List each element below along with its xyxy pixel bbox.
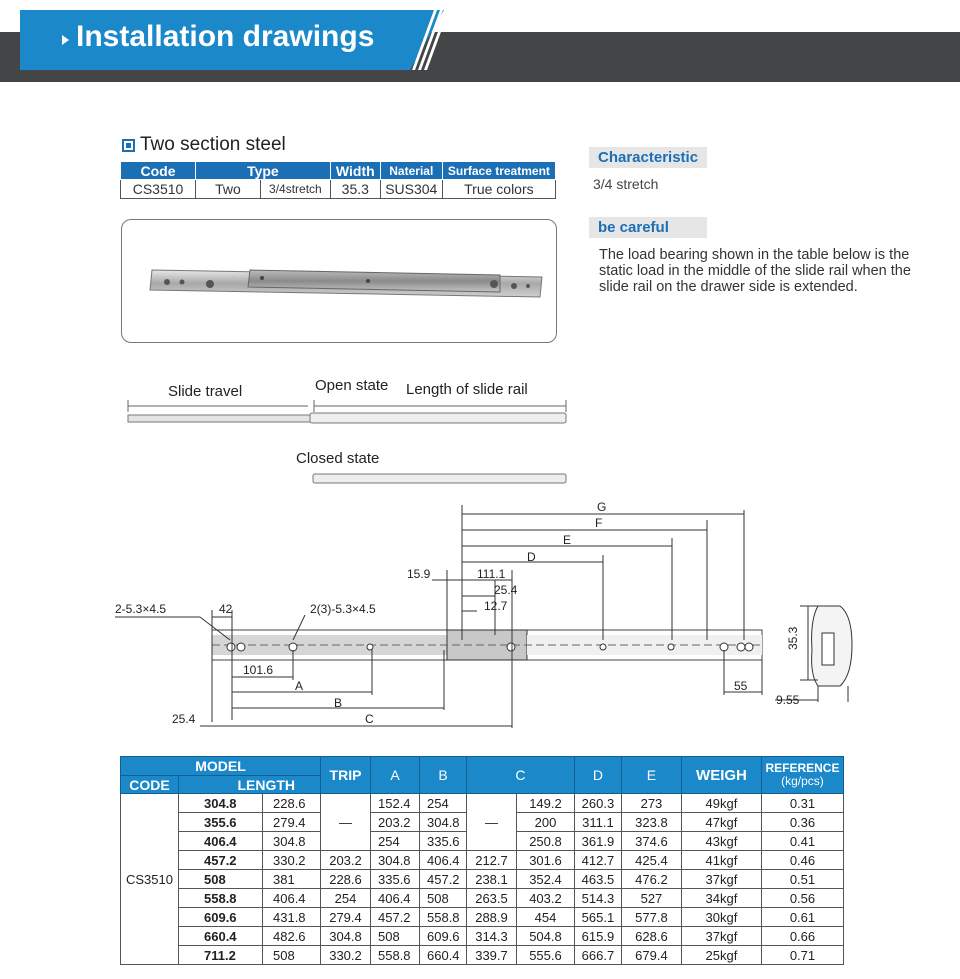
weight-cell: 41kgf: [681, 851, 761, 870]
b-cell: 457.2: [420, 870, 467, 889]
weight-cell: 49kgf: [681, 794, 761, 813]
table-row: [121, 870, 844, 889]
c-cell: 238.1: [467, 870, 517, 889]
trip-cell: 254: [321, 889, 371, 908]
e-cell: 273: [621, 794, 681, 813]
table-row: [121, 908, 844, 927]
spec-cell: True colors: [442, 180, 555, 199]
spec-row: [121, 180, 556, 199]
code-cell: CS3510: [121, 794, 179, 965]
length2-cell: 508: [263, 946, 321, 965]
length2-cell: 304.8: [263, 832, 321, 851]
dim-label: 2(3)-5.3×4.5: [310, 602, 376, 616]
a-cell: 203.2: [371, 813, 420, 832]
length-cell: 609.6: [179, 908, 263, 927]
dim-label: 111.1: [477, 567, 506, 581]
length-cell: 508: [179, 870, 263, 889]
models-table: [120, 756, 844, 965]
e-cell: 425.4: [621, 851, 681, 870]
trip-dash-cell: —: [321, 794, 371, 851]
length2-cell: 279.4: [263, 813, 321, 832]
b-cell: 254: [420, 794, 467, 813]
stripes-decoration: [400, 10, 460, 70]
dim-label: 25.4: [494, 583, 518, 597]
e-cell: 527: [621, 889, 681, 908]
dim-label: 9.55: [776, 693, 800, 707]
slide-rail-image: [122, 220, 558, 344]
code-header: CODE: [121, 776, 179, 794]
dim-label: 25.4: [172, 712, 196, 726]
a-cell: 457.2: [371, 908, 420, 927]
page-title: Installation drawings: [76, 20, 375, 53]
reference-label: REFERENCE: [765, 761, 840, 775]
c-header: C: [467, 757, 575, 794]
spec-header-row: [121, 162, 556, 180]
d-cell: 565.1: [574, 908, 621, 927]
c2-cell: 250.8: [517, 832, 575, 851]
trip-cell: 228.6: [321, 870, 371, 889]
e-cell: 323.8: [621, 813, 681, 832]
spec-header: Type: [196, 162, 331, 180]
length-cell: 660.4: [179, 927, 263, 946]
length-header: LENGTH: [179, 776, 321, 794]
spec-cell: 3/4stretch: [261, 180, 331, 199]
section-title: Two section steel: [140, 134, 286, 155]
trip-header: TRIP: [321, 757, 371, 794]
trip-cell: 304.8: [321, 927, 371, 946]
dim-label: 101.6: [243, 663, 274, 677]
e-cell: 679.4: [621, 946, 681, 965]
b-cell: 508: [420, 889, 467, 908]
spec-header: Code: [121, 162, 196, 180]
trip-cell: 203.2: [321, 851, 371, 870]
reference-cell: 0.41: [761, 832, 843, 851]
reference-unit: (kg/pcs): [781, 774, 824, 788]
characteristic-heading: Characteristic: [589, 147, 707, 168]
c2-cell: 555.6: [517, 946, 575, 965]
d-cell: 463.5: [574, 870, 621, 889]
reference-cell: 0.71: [761, 946, 843, 965]
closed-state-label: Closed state: [296, 450, 380, 467]
b-cell: 335.6: [420, 832, 467, 851]
weight-cell: 37kgf: [681, 870, 761, 889]
spec-cell: Two: [196, 180, 261, 199]
c2-cell: 403.2: [517, 889, 575, 908]
c2-cell: 301.6: [517, 851, 575, 870]
product-photo-frame: [121, 219, 557, 343]
dim-label: 12.7: [484, 599, 508, 613]
c2-cell: 504.8: [517, 927, 575, 946]
c2-cell: 454: [517, 908, 575, 927]
weight-cell: 47kgf: [681, 813, 761, 832]
length2-cell: 228.6: [263, 794, 321, 813]
reference-cell: 0.51: [761, 870, 843, 889]
a-cell: 254: [371, 832, 420, 851]
c2-cell: 352.4: [517, 870, 575, 889]
c-cell: 288.9: [467, 908, 517, 927]
rail-length-label: Length of slide rail: [406, 381, 528, 398]
a-header: A: [371, 757, 420, 794]
spec-cell: 35.3: [330, 180, 380, 199]
c-cell: 263.5: [467, 889, 517, 908]
spec-header: Naterial: [380, 162, 442, 180]
trip-cell: 330.2: [321, 946, 371, 965]
weight-cell: 37kgf: [681, 927, 761, 946]
length-cell: 304.8: [179, 794, 263, 813]
reference-cell: 0.56: [761, 889, 843, 908]
d-cell: 666.7: [574, 946, 621, 965]
weight-header: WEIGH: [681, 757, 761, 794]
c-cell: 212.7: [467, 851, 517, 870]
technical-drawing: [0, 490, 960, 740]
dim-label: G: [597, 500, 607, 514]
length-cell: 711.2: [179, 946, 263, 965]
weight-cell: 43kgf: [681, 832, 761, 851]
table-row: [121, 946, 844, 965]
reference-cell: 0.61: [761, 908, 843, 927]
a-cell: 335.6: [371, 870, 420, 889]
careful-text: The load bearing shown in the table below is the static load in the middle of the slide rail when the slide rail on the drawer side is extended.: [599, 247, 911, 295]
table-row: [121, 794, 844, 813]
table-row: [121, 851, 844, 870]
d-cell: 412.7: [574, 851, 621, 870]
d-cell: 361.9: [574, 832, 621, 851]
a-cell: 406.4: [371, 889, 420, 908]
spec-cell: SUS304: [380, 180, 442, 199]
trip-cell: 279.4: [321, 908, 371, 927]
a-cell: 304.8: [371, 851, 420, 870]
a-cell: 558.8: [371, 946, 420, 965]
b-cell: 609.6: [420, 927, 467, 946]
square-bullet-icon: [122, 139, 135, 152]
d-cell: 311.1: [574, 813, 621, 832]
c2-cell: 149.2: [517, 794, 575, 813]
reference-cell: 0.36: [761, 813, 843, 832]
state-diagrams: [0, 395, 960, 490]
dim-label: C: [365, 712, 374, 726]
b-cell: 406.4: [420, 851, 467, 870]
c-cell: 314.3: [467, 927, 517, 946]
length2-cell: 431.8: [263, 908, 321, 927]
d-cell: 615.9: [574, 927, 621, 946]
c-dash-cell: —: [467, 794, 517, 851]
dim-label: 2-5.3×4.5: [115, 602, 167, 616]
d-header: D: [574, 757, 621, 794]
d-cell: 260.3: [574, 794, 621, 813]
dim-label: B: [334, 696, 343, 710]
dim-label: 42: [219, 602, 233, 616]
reference-cell: 0.66: [761, 927, 843, 946]
dim-label: D: [527, 550, 536, 564]
characteristic-text: 3/4 stretch: [593, 176, 659, 192]
spec-header: Width: [330, 162, 380, 180]
dim-label: 15.9: [407, 567, 431, 581]
length2-cell: 381: [263, 870, 321, 889]
d-cell: 514.3: [574, 889, 621, 908]
reference-cell: 0.46: [761, 851, 843, 870]
e-header: E: [621, 757, 681, 794]
length-cell: 457.2: [179, 851, 263, 870]
careful-heading: be careful: [589, 217, 707, 238]
dim-label: 55: [734, 679, 748, 693]
reference-header: [761, 757, 843, 794]
length2-cell: 330.2: [263, 851, 321, 870]
dim-label: 35.3: [786, 626, 800, 650]
reference-cell: 0.31: [761, 794, 843, 813]
dim-label: A: [295, 679, 304, 693]
e-cell: 628.6: [621, 927, 681, 946]
spec-cell: CS3510: [121, 180, 196, 199]
slide-travel-label: Slide travel: [168, 383, 243, 400]
dim-label: F: [595, 516, 603, 530]
length2-cell: 406.4: [263, 889, 321, 908]
c2-cell: 200: [517, 813, 575, 832]
c-cell: 339.7: [467, 946, 517, 965]
weight-cell: 25kgf: [681, 946, 761, 965]
b-cell: 558.8: [420, 908, 467, 927]
spec-table: [120, 161, 556, 199]
models-header-row: [121, 757, 844, 776]
weight-cell: 30kgf: [681, 908, 761, 927]
e-cell: 476.2: [621, 870, 681, 889]
model-header: MODEL: [121, 757, 321, 776]
e-cell: 577.8: [621, 908, 681, 927]
length-cell: 355.6: [179, 813, 263, 832]
b-header: B: [420, 757, 467, 794]
a-cell: 508: [371, 927, 420, 946]
length2-cell: 482.6: [263, 927, 321, 946]
a-cell: 152.4: [371, 794, 420, 813]
table-row: [121, 889, 844, 908]
table-row: [121, 927, 844, 946]
length-cell: 406.4: [179, 832, 263, 851]
b-cell: 660.4: [420, 946, 467, 965]
spec-header: Surface treatment: [442, 162, 555, 180]
dim-label: E: [563, 533, 572, 547]
length-cell: 558.8: [179, 889, 263, 908]
weight-cell: 34kgf: [681, 889, 761, 908]
b-cell: 304.8: [420, 813, 467, 832]
open-state-label: Open state: [315, 377, 389, 394]
e-cell: 374.6: [621, 832, 681, 851]
